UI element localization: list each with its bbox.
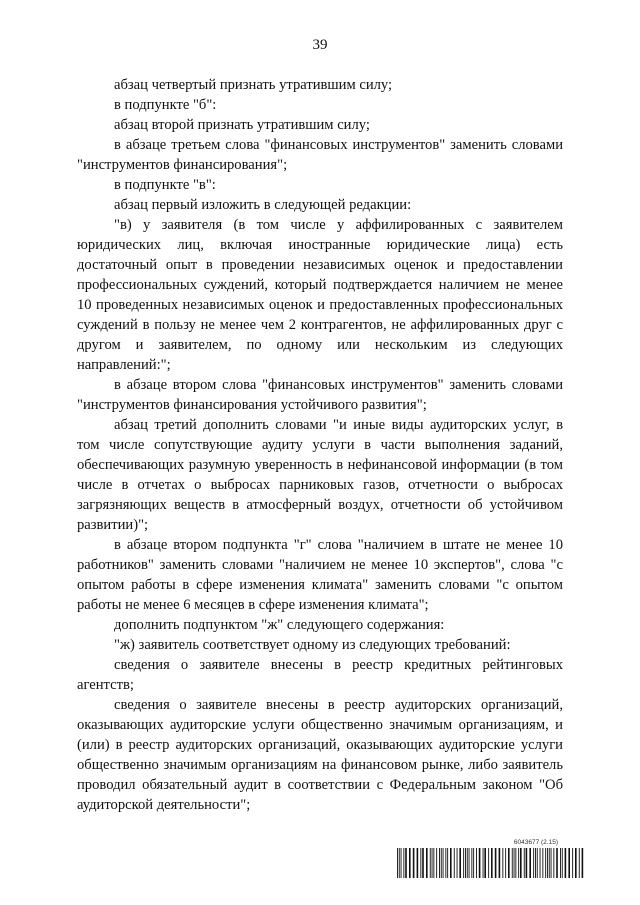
paragraph: в абзаце втором слова "финансовых инструментов" заменить словами "инструментов финансирования устойчивого развития";	[77, 377, 563, 413]
paragraph: в абзаце втором подпункта "г" слова "наличием в штате не менее 10 работников" заменить словами "наличием не менее 10 экспертов", слова "с опытом работы в сфере изменения климата" заменить словами "с опытом работы не менее 6 месяцев в сфере изменения климата";	[77, 537, 563, 613]
paragraph: "в) у заявителя (в том числе у аффилированных с заявителем юридических лиц, включая иностранные юридические лица) есть достаточный опыт в проведении независимых оценок и предоставлении профессиональных суждений, который подтверждается наличием не менее 10 проведенных независимых оценок и предоставленных профессиональных суждений в пользу не менее чем 2 контрагентов, не аффилированных друг с другом и заявителем, по одному или нескольким из следующих направлений:";	[77, 217, 563, 373]
paragraph: в абзаце третьем слова "финансовых инструментов" заменить словами "инструментов финансирования";	[77, 137, 563, 173]
paragraph: сведения о заявителе внесены в реестр кредитных рейтинговых агентств;	[77, 657, 563, 693]
barcode-icon	[396, 848, 584, 878]
body-text	[77, 75, 563, 815]
paragraph: дополнить подпунктом "ж" следующего содержания:	[114, 617, 445, 633]
paragraph: в подпункте "б":	[114, 97, 217, 113]
paragraph: "ж) заявитель соответствует одному из следующих требований:	[114, 637, 511, 653]
paragraph: сведения о заявителе внесены в реестр аудиторских организаций, оказывающих аудиторские услуги общественно значимым организациям, и (или) в реестр аудиторских организаций, оказывающих аудиторские услуги общественно значимым организациям на финансовом рынке, либо заявитель проводил обязательный аудит в соответствии с Федеральным законом "Об аудиторской деятельности";	[77, 697, 563, 813]
page-number: 39	[312, 37, 328, 53]
barcode-block	[396, 839, 584, 878]
paragraph: абзац первый изложить в следующей редакции:	[114, 197, 412, 213]
paragraph: абзац третий дополнить словами "и иные виды аудиторских услуг, в том числе сопутствующие аудиту услуги в части выполнения заданий, обеспечивающих разумную уверенность в нефинансовой информации (в том числе в отчетах о выбросах парниковых газов, отчетности о выбросах загрязняющих веществ в атмосферный воздух, отчетности об устойчивом развитии)";	[77, 417, 563, 533]
paragraph: абзац второй признать утратившим силу;	[114, 117, 370, 133]
paragraph: абзац четвертый признать утратившим силу;	[114, 77, 393, 93]
paragraph: в подпункте "в":	[114, 177, 216, 193]
barcode-code: 6043677 (2.15)	[513, 839, 558, 846]
